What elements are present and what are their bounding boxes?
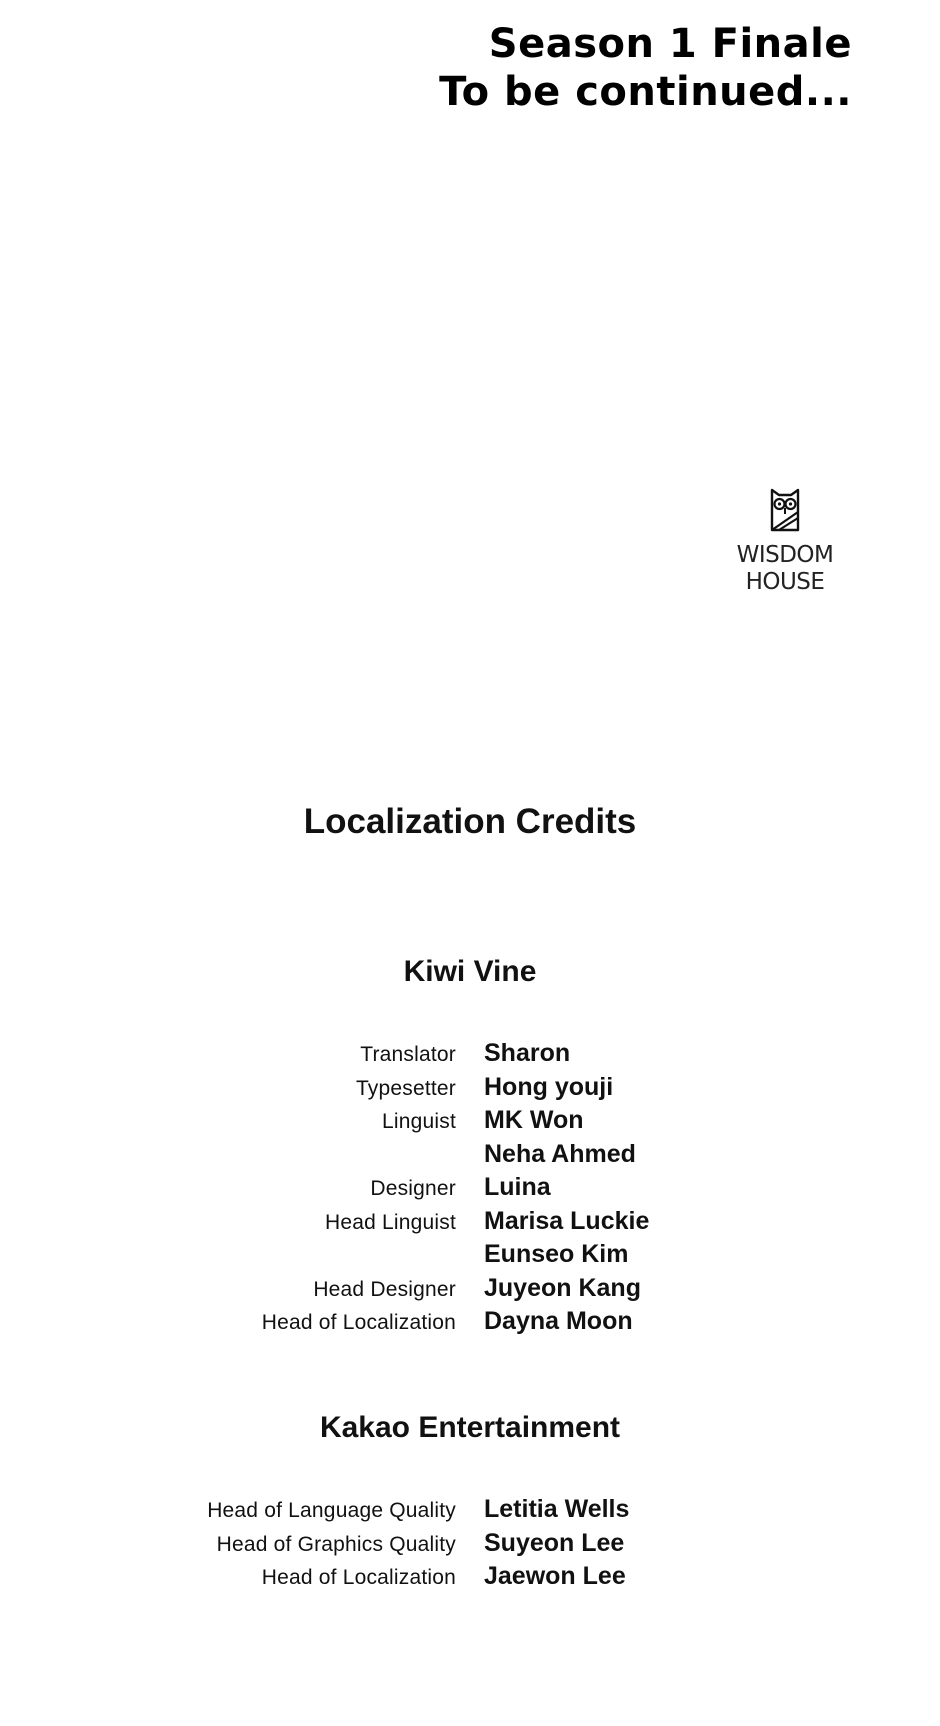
studio-heading-kiwi-vine: Kiwi Vine	[403, 955, 537, 988]
credit-row	[0, 1307, 940, 1341]
credit-row	[0, 1274, 940, 1308]
credit-row	[0, 1240, 940, 1274]
credit-row	[0, 1140, 940, 1174]
wisdom-house-logo	[725, 486, 845, 596]
credit-row	[0, 1073, 940, 1107]
credit-role: Head of Localization	[261, 1566, 456, 1589]
credit-role: Designer	[370, 1177, 456, 1200]
finale-caption	[439, 20, 852, 116]
credit-row	[0, 1106, 940, 1140]
credit-name: Neha Ahmed	[484, 1139, 636, 1168]
kiwi-vine-credits	[0, 1039, 940, 1341]
credit-row	[0, 1173, 940, 1207]
credit-name: Letitia Wells	[484, 1495, 630, 1523]
credit-name: Suyeon Lee	[484, 1528, 625, 1557]
credit-role: Head Linguist	[324, 1210, 456, 1234]
logo-text-line2: HOUSE	[745, 569, 825, 595]
credit-row	[0, 1495, 940, 1529]
credit-name: Jaewon Lee	[484, 1562, 626, 1590]
credit-name: Marisa Luckie	[484, 1206, 650, 1235]
credit-name: Eunseo Kim	[484, 1240, 629, 1268]
credit-role: Head of Language Quality	[207, 1499, 456, 1522]
credit-role: Head of Graphics Quality	[216, 1532, 456, 1556]
credit-name: Sharon	[484, 1039, 571, 1067]
credit-name: Luina	[484, 1173, 551, 1201]
credit-role: Linguist	[382, 1110, 456, 1133]
credit-row	[0, 1039, 940, 1073]
credit-name: Dayna Moon	[484, 1307, 633, 1335]
finale-subtitle: To be continued...	[439, 69, 852, 115]
credit-row	[0, 1529, 940, 1563]
owl-icon	[767, 486, 803, 532]
credit-role: Head of Localization	[261, 1311, 456, 1334]
credit-name: Hong youji	[484, 1072, 614, 1101]
studio-heading-kakao-entertainment: Kakao Entertainment	[319, 1411, 621, 1444]
credit-row	[0, 1562, 940, 1596]
credit-role: Translator	[360, 1043, 456, 1066]
credit-name: Juyeon Kang	[484, 1273, 641, 1302]
credits-title: Localization Credits	[303, 802, 637, 841]
kakao-credits	[0, 1495, 940, 1596]
credit-role: Typesetter	[355, 1076, 456, 1100]
credit-row	[0, 1207, 940, 1241]
finale-title: Season 1 Finale	[488, 21, 852, 67]
credit-role: Head Designer	[313, 1277, 456, 1301]
logo-text-line1: WISDOM	[736, 542, 834, 568]
credit-name: MK Won	[484, 1106, 584, 1134]
